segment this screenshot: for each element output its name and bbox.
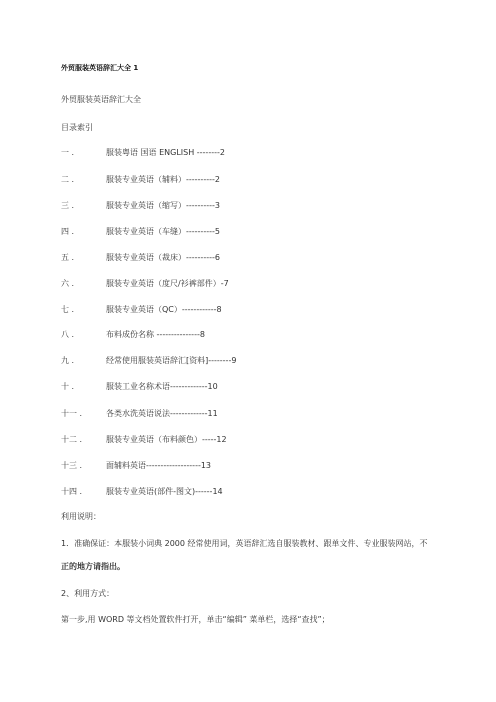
toc-item-number: 十三 . [61, 461, 83, 470]
toc-item-number: 五 . [61, 253, 75, 262]
toc-item-number: 十二 . [61, 435, 83, 444]
toc-item-text: 布料成份名称 ---------------8 [106, 330, 205, 339]
toc-item-text: 服装粤语 国语 ENGLISH --------2 [106, 148, 225, 157]
toc-item-number: 六 . [61, 279, 75, 288]
toc-item-number: 三 . [61, 201, 75, 210]
toc-item-number: 七 . [61, 305, 75, 314]
toc-item-number: 二 . [61, 175, 75, 184]
toc-item-text: 各类水洗英语说法-------------11 [106, 409, 218, 418]
usage-paragraph-line: 正的地方请指出。 [61, 562, 125, 571]
toc-item-text: 面辅料英语-------------------13 [106, 461, 212, 470]
toc-item-text: 服装专业英语(部件-图文)------14 [106, 487, 223, 496]
toc-item-text: 服装专业英语（布料颜色）-----12 [106, 435, 227, 444]
toc-item-number: 八 . [61, 330, 75, 339]
toc-item-text: 服装专业英语（度尺/衫裤部件）-7 [106, 279, 229, 288]
toc-item-number: 九 . [61, 356, 75, 365]
toc-item-text: 服装专业英语（QC）------------8 [106, 305, 222, 314]
toc-item-text: 服装专业英语（裁床）----------6 [106, 253, 220, 262]
toc-item-text: 服装专业英语（缩写）----------3 [106, 201, 220, 210]
toc-item-number: 十四 . [61, 487, 83, 496]
toc-item-number: 四 . [61, 227, 75, 236]
usage-title: 利用说明： [61, 512, 101, 521]
toc-item-text: 服装专业英语（辅料）----------2 [106, 175, 220, 184]
document-heading: 外贸服装英语辞汇大全 1 [61, 64, 139, 72]
toc-item-number: 一 . [61, 148, 75, 157]
toc-item-text: 服装专业英语（车缝）----------5 [106, 227, 220, 236]
toc-item-text: 经常使用服装英语辞汇[资料]--------9 [106, 356, 237, 365]
usage-paragraph-line: 1．准确保证：本服装小词典 2000 经常使用词，英语辞汇选自服装教材、跟单文件、专业服装网站，不 [61, 539, 428, 548]
toc-item-text: 服装工业名称术语-------------10 [106, 382, 218, 391]
toc-item-number: 十一 . [61, 409, 83, 418]
document-subtitle: 外贸服装英语辞汇大全 [61, 95, 141, 104]
toc-item-number: 十 . [61, 382, 75, 391]
usage-paragraph: 2、利用方式： [61, 589, 115, 598]
toc-title: 目录索引 [61, 123, 93, 132]
usage-paragraph: 第一步,用 WORD 等文档处置软件打开，单击“编辑” 菜单栏，选择“查找”； [61, 615, 330, 624]
